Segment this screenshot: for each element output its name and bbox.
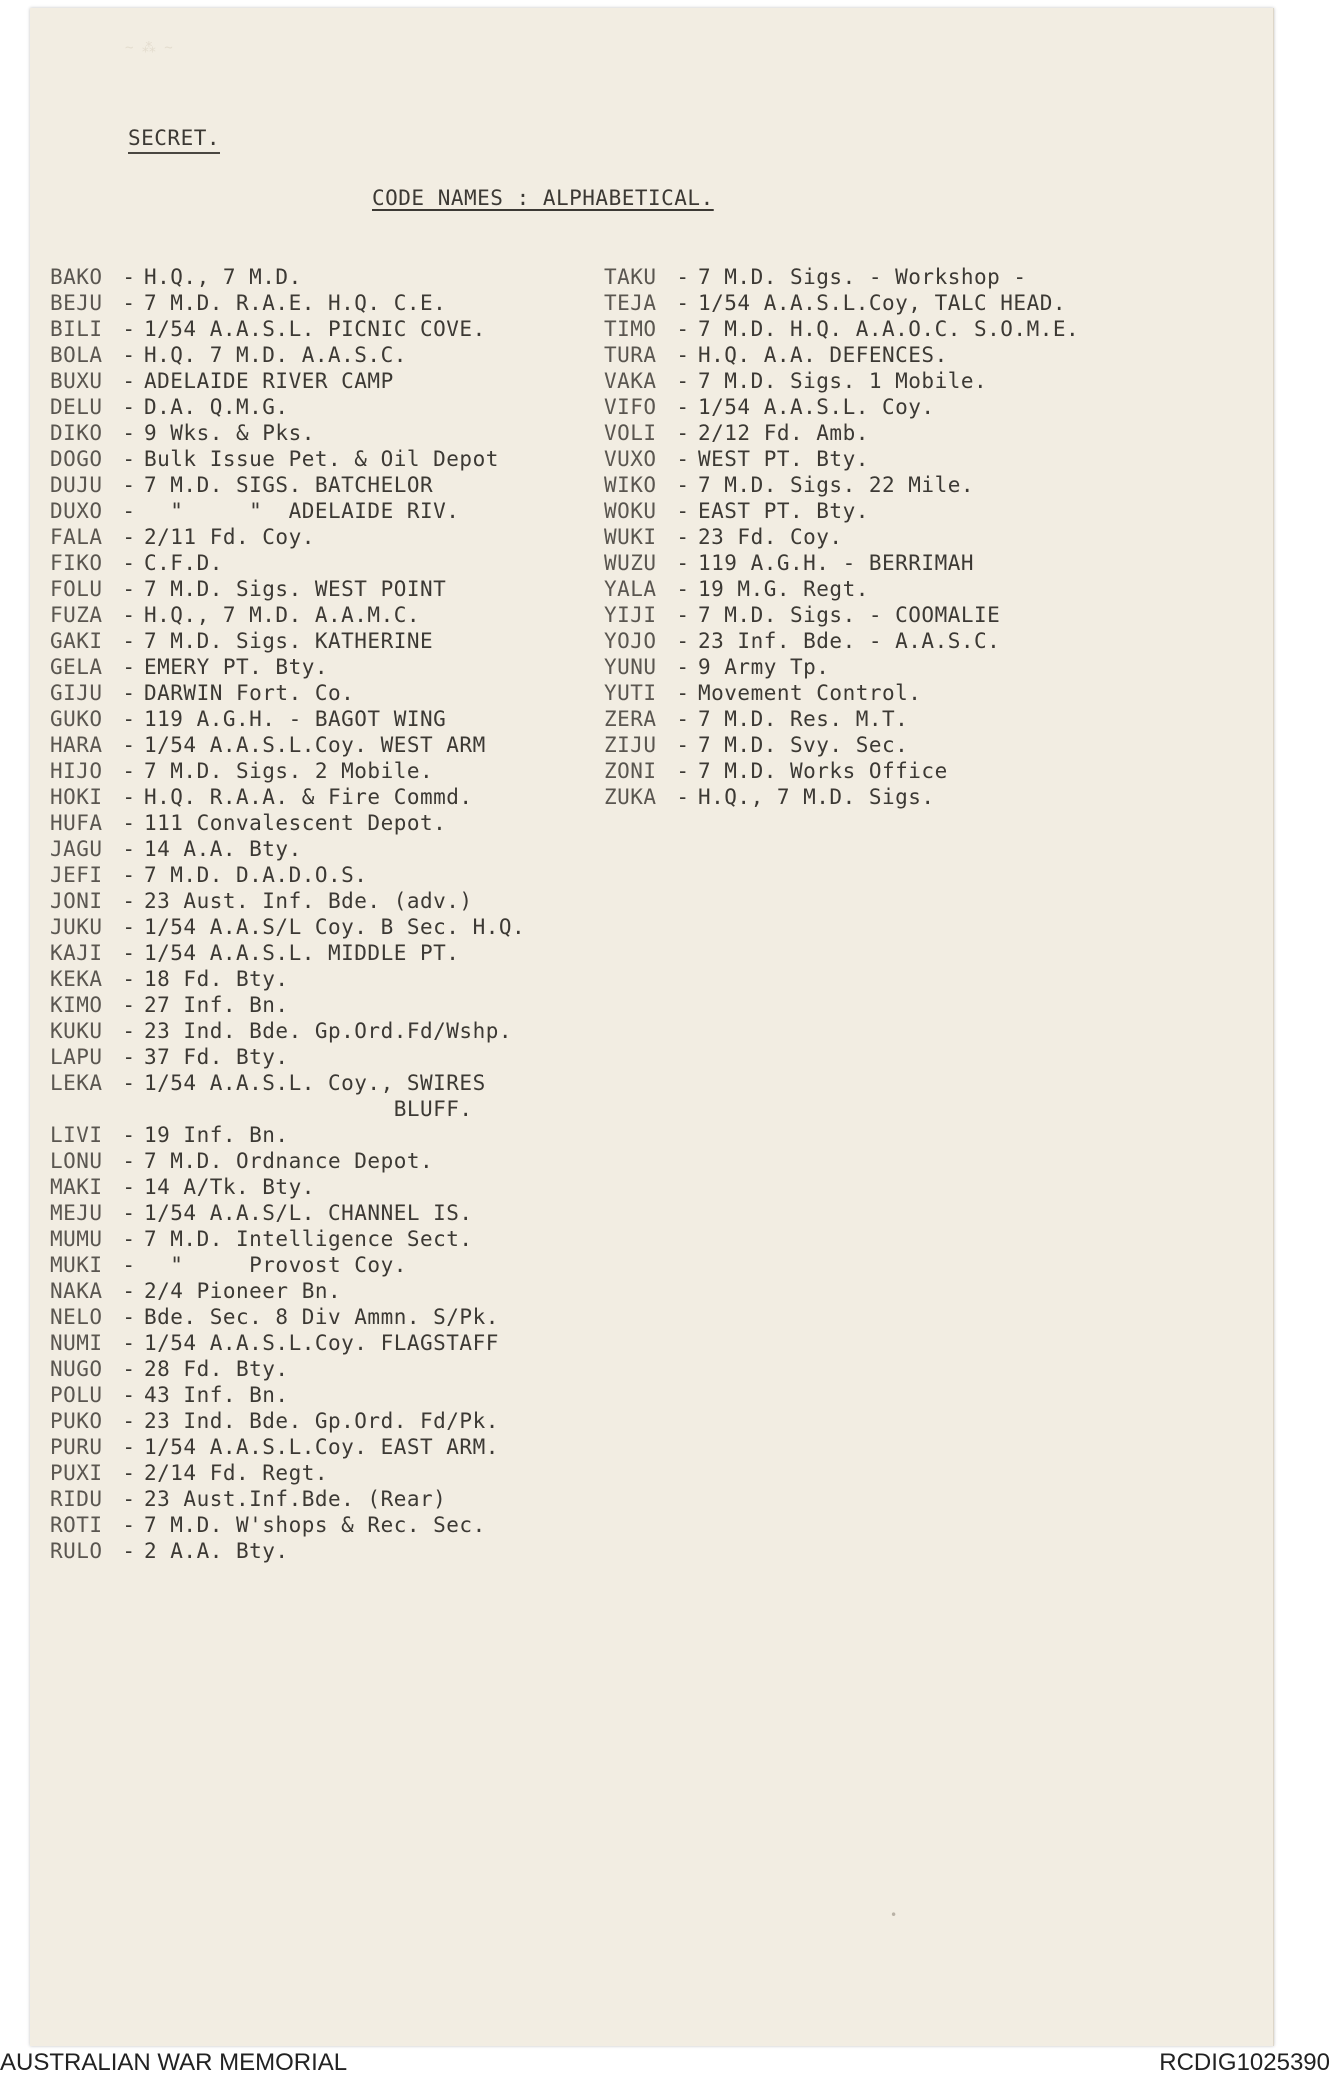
code-separator: - bbox=[122, 1175, 136, 1199]
code-description: EMERY PT. Bty. bbox=[144, 655, 329, 679]
code-name: NUGO bbox=[50, 1357, 103, 1381]
code-description: H.Q., 7 M.D. bbox=[144, 265, 302, 289]
code-description: 7 M.D. Sigs. 2 Mobile. bbox=[144, 759, 434, 783]
code-description: 111 Convalescent Depot. bbox=[144, 811, 447, 835]
code-entry bbox=[50, 628, 525, 654]
code-entry bbox=[50, 1356, 525, 1382]
code-separator: - bbox=[676, 551, 690, 575]
code-name: WUZU bbox=[604, 551, 657, 575]
code-description: 1/54 A.A.S.L. Coy. bbox=[698, 395, 935, 419]
code-entry bbox=[50, 1200, 525, 1226]
code-entry bbox=[50, 368, 525, 394]
code-description: 7 M.D. Works Office bbox=[698, 759, 948, 783]
code-separator: - bbox=[676, 291, 690, 315]
code-separator: - bbox=[122, 1305, 136, 1329]
code-separator: - bbox=[122, 577, 136, 601]
code-entry bbox=[50, 290, 525, 316]
code-separator: - bbox=[676, 369, 690, 393]
code-entry bbox=[50, 914, 525, 940]
code-separator: - bbox=[676, 265, 690, 289]
code-description: 1/54 A.A.S.L.Coy. FLAGSTAFF bbox=[144, 1331, 499, 1355]
code-entry bbox=[604, 602, 1079, 628]
code-separator: - bbox=[122, 317, 136, 341]
code-separator: - bbox=[122, 473, 136, 497]
code-name: BAKO bbox=[50, 265, 103, 289]
code-entry bbox=[50, 680, 525, 706]
code-name: TURA bbox=[604, 343, 657, 367]
code-name: NELO bbox=[50, 1305, 103, 1329]
code-entry bbox=[50, 1512, 525, 1538]
document-title: CODE NAMES : ALPHABETICAL. bbox=[372, 186, 714, 210]
code-description: 23 Aust.Inf.Bde. (Rear) bbox=[144, 1487, 447, 1511]
code-entry bbox=[50, 654, 525, 680]
code-name: ZUKA bbox=[604, 785, 657, 809]
code-description: 7 M.D. Sigs. 22 Mile. bbox=[698, 473, 975, 497]
code-separator: - bbox=[122, 551, 136, 575]
code-name: MEJU bbox=[50, 1201, 103, 1225]
code-name: JONI bbox=[50, 889, 103, 913]
code-name: GAKI bbox=[50, 629, 103, 653]
code-separator: - bbox=[122, 1409, 136, 1433]
code-separator: - bbox=[676, 603, 690, 627]
code-name: MUKI bbox=[50, 1253, 103, 1277]
code-separator: - bbox=[122, 1019, 136, 1043]
code-name: GUKO bbox=[50, 707, 103, 731]
code-name: NAKA bbox=[50, 1279, 103, 1303]
code-description: 1/54 A.A.S.L.Coy. EAST ARM. bbox=[144, 1435, 499, 1459]
code-description: 43 Inf. Bn. bbox=[144, 1383, 289, 1407]
code-entry bbox=[50, 1226, 525, 1252]
code-name: ROTI bbox=[50, 1513, 103, 1537]
code-separator: - bbox=[676, 317, 690, 341]
code-entry bbox=[50, 602, 525, 628]
code-entry bbox=[604, 706, 1079, 732]
code-description: 37 Fd. Bty. bbox=[144, 1045, 289, 1069]
code-name: BILI bbox=[50, 317, 103, 341]
paper-speck: • bbox=[890, 1908, 898, 1922]
code-separator: - bbox=[122, 993, 136, 1017]
code-separator: - bbox=[122, 1383, 136, 1407]
code-description: 19 Inf. Bn. bbox=[144, 1123, 289, 1147]
code-entry bbox=[50, 862, 525, 888]
code-description: H.Q. R.A.A. & Fire Commd. bbox=[144, 785, 473, 809]
paper-stain: ~ ⁂ ~ bbox=[125, 40, 173, 56]
code-separator: - bbox=[122, 1461, 136, 1485]
code-entry bbox=[50, 1330, 525, 1356]
code-separator: - bbox=[122, 629, 136, 653]
code-entry bbox=[604, 628, 1079, 654]
code-entry bbox=[604, 680, 1079, 706]
code-separator: - bbox=[676, 655, 690, 679]
code-entry bbox=[604, 446, 1079, 472]
code-description: 1/54 A.A.S.L.Coy. WEST ARM bbox=[144, 733, 486, 757]
code-description: 2/12 Fd. Amb. bbox=[698, 421, 869, 445]
code-separator: - bbox=[122, 265, 136, 289]
code-separator: - bbox=[122, 759, 136, 783]
code-entry bbox=[604, 758, 1079, 784]
code-separator: - bbox=[122, 811, 136, 835]
code-entry bbox=[50, 1460, 525, 1486]
code-description: 27 Inf. Bn. bbox=[144, 993, 289, 1017]
code-entry bbox=[604, 498, 1079, 524]
code-entry bbox=[50, 732, 525, 758]
code-entry bbox=[50, 706, 525, 732]
code-name: ZONI bbox=[604, 759, 657, 783]
code-description: 119 A.G.H. - BAGOT WING bbox=[144, 707, 447, 731]
code-separator: - bbox=[122, 837, 136, 861]
code-separator: - bbox=[676, 733, 690, 757]
code-entry bbox=[50, 784, 525, 810]
code-name: KEKA bbox=[50, 967, 103, 991]
code-separator: - bbox=[122, 1045, 136, 1069]
code-separator: - bbox=[122, 915, 136, 939]
code-separator: - bbox=[122, 369, 136, 393]
code-separator: - bbox=[676, 473, 690, 497]
code-separator: - bbox=[122, 421, 136, 445]
code-entry bbox=[50, 810, 525, 836]
code-name: BUXU bbox=[50, 369, 103, 393]
code-separator: - bbox=[122, 499, 136, 523]
code-entry bbox=[50, 1018, 525, 1044]
code-name: KAJI bbox=[50, 941, 103, 965]
code-separator: - bbox=[676, 343, 690, 367]
code-name: YUNU bbox=[604, 655, 657, 679]
code-description: 23 Inf. Bde. - A.A.S.C. bbox=[698, 629, 1001, 653]
code-separator: - bbox=[122, 1201, 136, 1225]
code-name: HIJO bbox=[50, 759, 103, 783]
code-name: DOGO bbox=[50, 447, 103, 471]
code-description: 7 M.D. Sigs. KATHERINE bbox=[144, 629, 434, 653]
code-separator: - bbox=[122, 525, 136, 549]
code-name: LIVI bbox=[50, 1123, 103, 1147]
code-name: YOJO bbox=[604, 629, 657, 653]
code-description: 18 Fd. Bty. bbox=[144, 967, 289, 991]
code-separator: - bbox=[676, 759, 690, 783]
code-name: FALA bbox=[50, 525, 103, 549]
code-description: 7 M.D. Sigs. - COOMALIE bbox=[698, 603, 1001, 627]
footer-reference-id: RCDIG1025390 bbox=[1159, 2049, 1330, 2076]
code-description: EAST PT. Bty. bbox=[698, 499, 869, 523]
code-separator: - bbox=[676, 629, 690, 653]
code-name: JAGU bbox=[50, 837, 103, 861]
code-name: YUTI bbox=[604, 681, 657, 705]
code-separator: - bbox=[676, 499, 690, 523]
code-name: LONU bbox=[50, 1149, 103, 1173]
code-name: DELU bbox=[50, 395, 103, 419]
code-name: ZERA bbox=[604, 707, 657, 731]
code-description: H.Q., 7 M.D. A.A.M.C. bbox=[144, 603, 421, 627]
code-name: GELA bbox=[50, 655, 103, 679]
code-description: 119 A.G.H. - BERRIMAH bbox=[698, 551, 975, 575]
code-name: VAKA bbox=[604, 369, 657, 393]
code-description: 1/54 A.A.S.L. Coy., SWIRES BLUFF. bbox=[144, 1071, 486, 1121]
code-description: 28 Fd. Bty. bbox=[144, 1357, 289, 1381]
code-name: DIKO bbox=[50, 421, 103, 445]
code-name: GIJU bbox=[50, 681, 103, 705]
code-description: 7 M.D. Res. M.T. bbox=[698, 707, 909, 731]
code-separator: - bbox=[676, 577, 690, 601]
code-name: PUKO bbox=[50, 1409, 103, 1433]
code-entry bbox=[50, 498, 525, 524]
code-separator: - bbox=[676, 525, 690, 549]
code-separator: - bbox=[122, 681, 136, 705]
code-entry bbox=[604, 550, 1079, 576]
code-separator: - bbox=[676, 447, 690, 471]
footer-institution: AUSTRALIAN WAR MEMORIAL bbox=[0, 2049, 348, 2076]
code-name: HUFA bbox=[50, 811, 103, 835]
code-separator: - bbox=[122, 1123, 136, 1147]
code-name: TAKU bbox=[604, 265, 657, 289]
code-name: NUMI bbox=[50, 1331, 103, 1355]
code-entry bbox=[604, 368, 1079, 394]
code-description: WEST PT. Bty. bbox=[698, 447, 869, 471]
code-description: 7 M.D. Sigs. 1 Mobile. bbox=[698, 369, 988, 393]
code-entry bbox=[50, 550, 525, 576]
code-entry bbox=[604, 394, 1079, 420]
code-description: 7 M.D. H.Q. A.A.O.C. S.O.M.E. bbox=[698, 317, 1080, 341]
code-description: ADELAIDE RIVER CAMP bbox=[144, 369, 394, 393]
code-description: 23 Ind. Bde. Gp.Ord.Fd/Wshp. bbox=[144, 1019, 513, 1043]
code-description: 7 M.D. Svy. Sec. bbox=[698, 733, 909, 757]
code-entry bbox=[50, 940, 525, 966]
code-entry bbox=[50, 966, 525, 992]
code-separator: - bbox=[122, 603, 136, 627]
code-separator: - bbox=[122, 395, 136, 419]
code-name: PURU bbox=[50, 1435, 103, 1459]
code-separator: - bbox=[122, 1071, 136, 1095]
code-description: H.Q. A.A. DEFENCES. bbox=[698, 343, 948, 367]
code-name: YALA bbox=[604, 577, 657, 601]
code-name: BOLA bbox=[50, 343, 103, 367]
code-entry bbox=[604, 290, 1079, 316]
code-separator: - bbox=[122, 707, 136, 731]
code-entry bbox=[604, 524, 1079, 550]
code-separator: - bbox=[122, 343, 136, 367]
code-description: 1/54 A.A.S.L. PICNIC COVE. bbox=[144, 317, 486, 341]
code-name: WUKI bbox=[604, 525, 657, 549]
code-separator: - bbox=[122, 889, 136, 913]
code-entry bbox=[50, 1044, 525, 1070]
code-separator: - bbox=[676, 395, 690, 419]
code-name: JEFI bbox=[50, 863, 103, 887]
code-description: Movement Control. bbox=[698, 681, 922, 705]
code-description: 7 M.D. Ordnance Depot. bbox=[144, 1149, 434, 1173]
code-description: 9 Wks. & Pks. bbox=[144, 421, 315, 445]
code-name: WIKO bbox=[604, 473, 657, 497]
code-entry bbox=[50, 1486, 525, 1512]
code-separator: - bbox=[676, 421, 690, 445]
code-separator: - bbox=[122, 863, 136, 887]
code-separator: - bbox=[122, 1279, 136, 1303]
code-entry bbox=[50, 1278, 525, 1304]
code-name: DUXO bbox=[50, 499, 103, 523]
code-entry bbox=[50, 888, 525, 914]
code-description: DARWIN Fort. Co. bbox=[144, 681, 355, 705]
code-separator: - bbox=[122, 1149, 136, 1173]
code-entry bbox=[50, 472, 525, 498]
code-description: 1/54 A.A.S/L. CHANNEL IS. bbox=[144, 1201, 473, 1225]
code-description: 23 Fd. Coy. bbox=[698, 525, 843, 549]
code-separator: - bbox=[676, 681, 690, 705]
code-name: LEKA bbox=[50, 1071, 103, 1095]
code-entry bbox=[604, 420, 1079, 446]
code-entry bbox=[604, 264, 1079, 290]
code-description: " Provost Coy. bbox=[144, 1253, 407, 1277]
code-separator: - bbox=[122, 1539, 136, 1563]
code-separator: - bbox=[676, 785, 690, 809]
right-code-column bbox=[604, 264, 1079, 810]
code-name: LAPU bbox=[50, 1045, 103, 1069]
code-name: TEJA bbox=[604, 291, 657, 315]
code-description: 2 A.A. Bty. bbox=[144, 1539, 289, 1563]
code-separator: - bbox=[122, 941, 136, 965]
code-separator: - bbox=[122, 291, 136, 315]
code-name: VOLI bbox=[604, 421, 657, 445]
code-name: JUKU bbox=[50, 915, 103, 939]
code-entry bbox=[50, 576, 525, 602]
code-entry bbox=[50, 992, 525, 1018]
code-entry bbox=[50, 420, 525, 446]
code-entry bbox=[50, 264, 525, 290]
code-entry bbox=[50, 342, 525, 368]
code-entry bbox=[604, 654, 1079, 680]
code-name: FIKO bbox=[50, 551, 103, 575]
code-entry bbox=[50, 1304, 525, 1330]
code-entry bbox=[50, 316, 525, 342]
code-description: 2/14 Fd. Regt. bbox=[144, 1461, 329, 1485]
code-separator: - bbox=[122, 1227, 136, 1251]
code-description: 7 M.D. R.A.E. H.Q. C.E. bbox=[144, 291, 447, 315]
code-entry bbox=[50, 446, 525, 472]
code-name: VIFO bbox=[604, 395, 657, 419]
code-name: FUZA bbox=[50, 603, 103, 627]
code-separator: - bbox=[122, 967, 136, 991]
code-description: " " ADELAIDE RIV. bbox=[144, 499, 460, 523]
code-separator: - bbox=[122, 785, 136, 809]
code-entry bbox=[604, 732, 1079, 758]
code-name: KUKU bbox=[50, 1019, 103, 1043]
code-name: POLU bbox=[50, 1383, 103, 1407]
code-entry bbox=[50, 758, 525, 784]
code-name: RIDU bbox=[50, 1487, 103, 1511]
code-name: YIJI bbox=[604, 603, 657, 627]
code-name: HOKI bbox=[50, 785, 103, 809]
code-name: DUJU bbox=[50, 473, 103, 497]
code-name: WOKU bbox=[604, 499, 657, 523]
code-description: C.F.D. bbox=[144, 551, 223, 575]
code-name: FOLU bbox=[50, 577, 103, 601]
code-description: 23 Aust. Inf. Bde. (adv.) bbox=[144, 889, 473, 913]
code-name: PUXI bbox=[50, 1461, 103, 1485]
code-description: 7 M.D. Intelligence Sect. bbox=[144, 1227, 473, 1251]
code-name: ZIJU bbox=[604, 733, 657, 757]
classification-heading: SECRET. bbox=[128, 126, 220, 154]
code-entry bbox=[50, 1408, 525, 1434]
code-entry bbox=[604, 472, 1079, 498]
code-entry bbox=[50, 1070, 525, 1122]
code-description: 19 M.G. Regt. bbox=[698, 577, 869, 601]
code-name: BEJU bbox=[50, 291, 103, 315]
code-entry bbox=[604, 576, 1079, 602]
code-description: D.A. Q.M.G. bbox=[144, 395, 289, 419]
code-entry bbox=[604, 342, 1079, 368]
code-description: 7 M.D. W'shops & Rec. Sec. bbox=[144, 1513, 486, 1537]
code-entry bbox=[50, 1434, 525, 1460]
code-entry bbox=[50, 1174, 525, 1200]
code-entry bbox=[50, 524, 525, 550]
code-description: 1/54 A.A.S.L. MIDDLE PT. bbox=[144, 941, 460, 965]
code-separator: - bbox=[122, 1435, 136, 1459]
code-separator: - bbox=[122, 1253, 136, 1277]
code-name: VUXO bbox=[604, 447, 657, 471]
code-entry bbox=[50, 836, 525, 862]
code-description: Bde. Sec. 8 Div Ammn. S/Pk. bbox=[144, 1305, 499, 1329]
code-separator: - bbox=[122, 655, 136, 679]
code-description: 9 Army Tp. bbox=[698, 655, 830, 679]
code-entry bbox=[604, 316, 1079, 342]
code-name: KIMO bbox=[50, 993, 103, 1017]
code-description: 1/54 A.A.S/L Coy. B Sec. H.Q. bbox=[144, 915, 526, 939]
code-name: RULO bbox=[50, 1539, 103, 1563]
code-name: MUMU bbox=[50, 1227, 103, 1251]
code-description: 14 A/Tk. Bty. bbox=[144, 1175, 315, 1199]
code-description: H.Q. 7 M.D. A.A.S.C. bbox=[144, 343, 407, 367]
code-separator: - bbox=[122, 1331, 136, 1355]
code-separator: - bbox=[122, 1357, 136, 1381]
code-entry bbox=[50, 1538, 525, 1564]
code-separator: - bbox=[676, 707, 690, 731]
code-separator: - bbox=[122, 1513, 136, 1537]
code-entry bbox=[50, 1148, 525, 1174]
code-separator: - bbox=[122, 733, 136, 757]
code-entry bbox=[604, 784, 1079, 810]
code-separator: - bbox=[122, 1487, 136, 1511]
code-description: 7 M.D. Sigs. WEST POINT bbox=[144, 577, 447, 601]
left-code-column bbox=[50, 264, 525, 1564]
code-description: 2/4 Pioneer Bn. bbox=[144, 1279, 342, 1303]
code-entry bbox=[50, 1252, 525, 1278]
code-entry bbox=[50, 1122, 525, 1148]
code-description: 7 M.D. D.A.D.O.S. bbox=[144, 863, 368, 887]
code-name: TIMO bbox=[604, 317, 657, 341]
code-description: 1/54 A.A.S.L.Coy, TALC HEAD. bbox=[698, 291, 1067, 315]
code-entry bbox=[50, 394, 525, 420]
code-description: 7 M.D. SIGS. BATCHELOR bbox=[144, 473, 434, 497]
code-separator: - bbox=[122, 447, 136, 471]
code-name: HARA bbox=[50, 733, 103, 757]
code-name: MAKI bbox=[50, 1175, 103, 1199]
code-entry bbox=[50, 1382, 525, 1408]
code-description: 7 M.D. Sigs. - Workshop - bbox=[698, 265, 1027, 289]
code-description: H.Q., 7 M.D. Sigs. bbox=[698, 785, 935, 809]
code-description: 14 A.A. Bty. bbox=[144, 837, 302, 861]
code-description: Bulk Issue Pet. & Oil Depot bbox=[144, 447, 499, 471]
code-description: 23 Ind. Bde. Gp.Ord. Fd/Pk. bbox=[144, 1409, 499, 1433]
code-description: 2/11 Fd. Coy. bbox=[144, 525, 315, 549]
